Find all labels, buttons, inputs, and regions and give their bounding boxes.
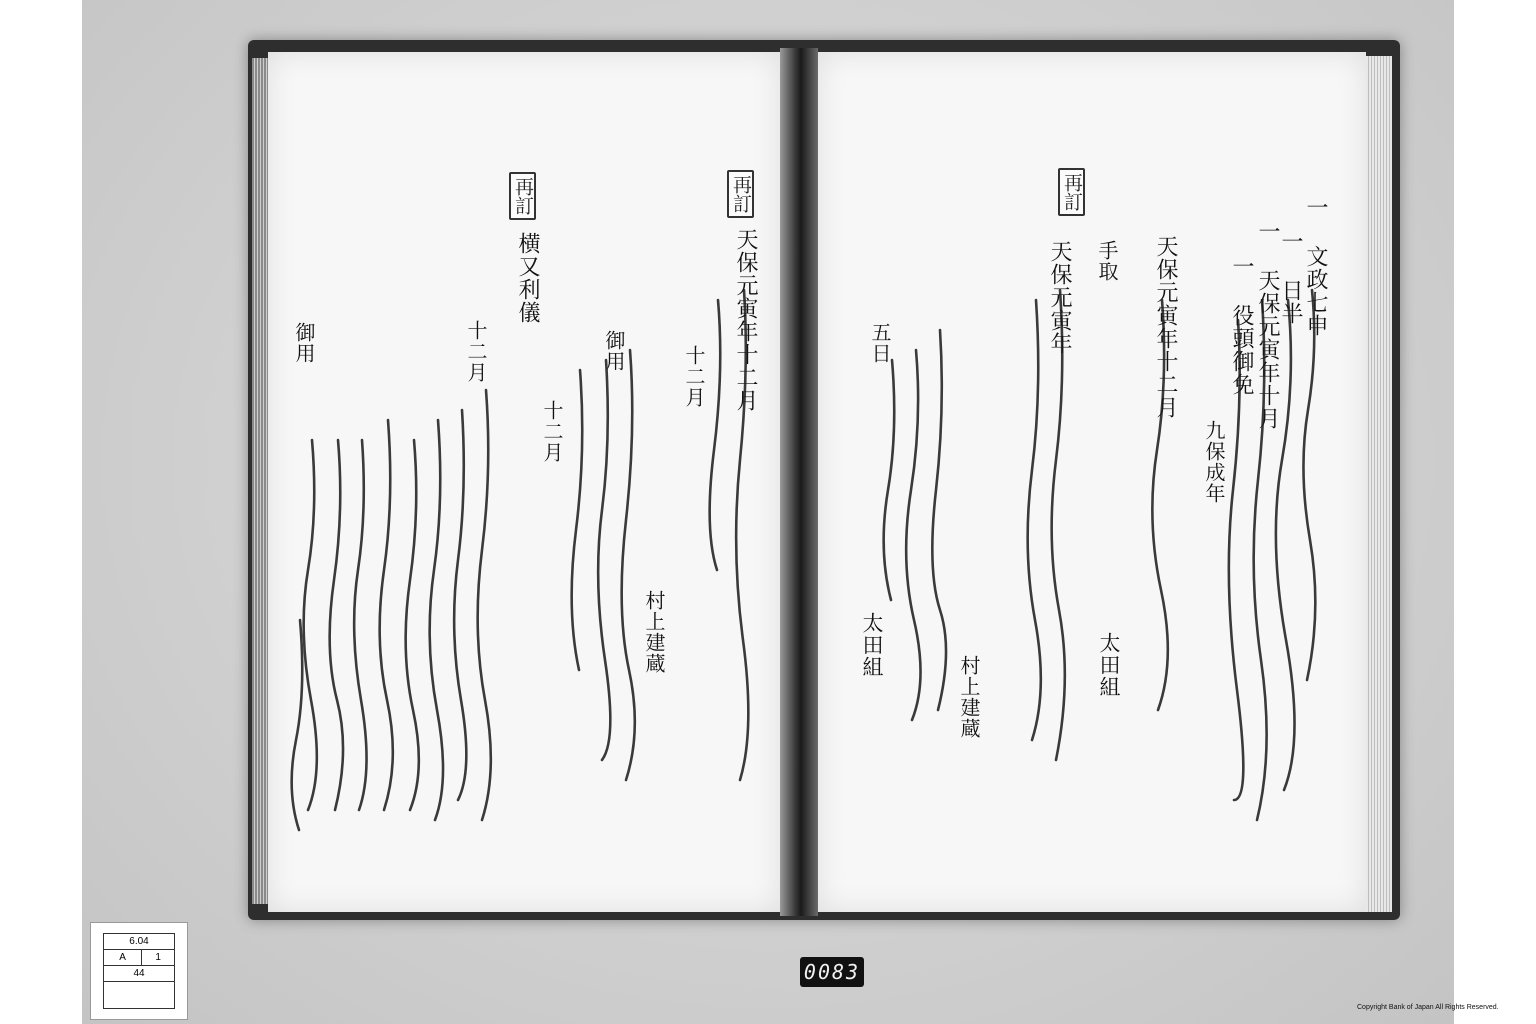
text-column: 九保成年 [1202, 420, 1226, 504]
ref-item: 44 [104, 966, 175, 982]
text-column: 手取 [1095, 240, 1119, 282]
reference-card [90, 922, 188, 1020]
text-column: 天保元寅年十二月 [733, 228, 758, 412]
text-column: 一 天保元寅年十月 [1255, 220, 1280, 430]
revision-stamp-left-1: 再訂 [727, 170, 754, 218]
text-column: 天保元寅年 [1047, 240, 1072, 355]
text-column: 一 役頭御免 [1229, 255, 1254, 396]
frame-number: 0083 [800, 957, 864, 987]
revision-stamp-right: 再訂 [1058, 168, 1085, 216]
text-column: 横又利儀 [515, 232, 540, 324]
text-column: 村上建蔵 [642, 590, 666, 674]
right-page [818, 52, 1366, 912]
ref-volume: 1 [142, 950, 175, 966]
right-page-edges [1366, 56, 1392, 912]
revision-stamp-left-2: 再訂 [509, 172, 536, 220]
text-column: 天保元寅年十二月 [1153, 235, 1178, 419]
ref-blank [104, 982, 175, 1009]
text-column: 十二月 [682, 345, 706, 408]
text-column: 太田組 [1097, 632, 1121, 698]
text-column: 太田組 [860, 612, 884, 678]
left-page-edges [252, 58, 268, 904]
text-column: 村上建蔵 [957, 655, 981, 739]
ref-code: 6.04 [104, 934, 175, 950]
text-column: 十二月 [464, 320, 488, 383]
text-column: 一 日半 [1278, 230, 1303, 325]
text-column: 五日 [868, 322, 892, 364]
text-column: 御用 [292, 322, 316, 364]
text-column: 御用 [602, 330, 626, 372]
text-column: 十二月 [540, 400, 564, 463]
text-column: 一 文政七申 [1303, 196, 1328, 337]
copyright-notice: Copyright Bank of Japan All Rights Reserved. [1357, 1004, 1499, 1011]
book-gutter [780, 48, 818, 916]
reference-table [103, 933, 175, 1009]
ref-series: A [104, 950, 142, 966]
